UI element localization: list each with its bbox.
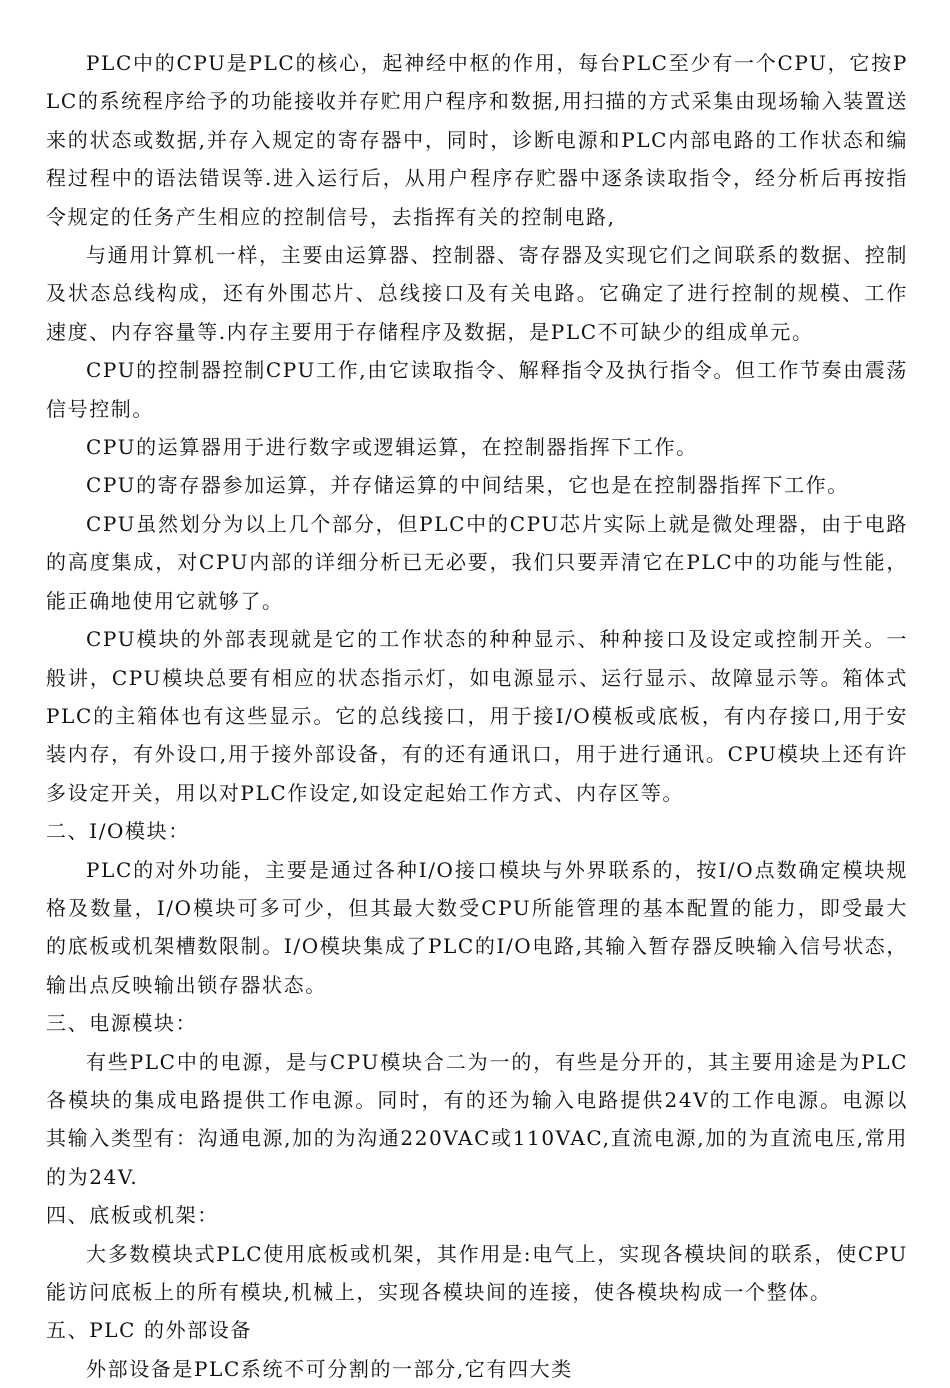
paragraph-cpu-microprocessor: CPU虽然划分为以上几个部分，但PLC中的CPU芯片实际上就是微处理器，由于电路的高度集成，对CPU内部的详细分析已无必要，我们只要弄清它在PLC中的功能与性能，能正确地使用它就够了。 — [46, 511, 908, 613]
paragraph-cpu-register: CPU的寄存器参加运算，并存储运算的中间结果，它也是在控制器指挥下工作。 — [86, 473, 849, 498]
paragraph-backplane: 大多数模块式PLC使用底板或机架，其作用是:电气上，实现各模块间的联系，使CPU能访问底板上的所有模块,机械上，实现各模块间的连接，使各模块构成一个整体。 — [46, 1241, 908, 1304]
heading-external-devices: 五、PLC 的外部设备 — [46, 1318, 252, 1343]
paragraph-cpu-structure: 与通用计算机一样，主要由运算器、控制器、寄存器及实现它们之间联系的数据、控制及状态总线构成，还有外围芯片、总线接口及有关电路。它确定了进行控制的规模、工作速度、内存容量等.内存主要用于存储程序及数据，是PLC不可缺少的组成单元。 — [46, 243, 908, 344]
paragraph-external-devices: 外部设备是PLC系统不可分割的一部分,它有四大类 — [86, 1356, 573, 1381]
paragraph-cpu-module-external: CPU模块的外部表现就是它的工作状态的种种显示、种种接口及设定或控制开关。一般讲，CPU模块总要有相应的状态指示灯，如电源显示、运行显示、故障显示等。箱体式PLC的主箱体也有这些显示。它的总线接口，用于接I/O模板或底板，有内存接口,用于安装内存，有外设口,用于接外部设备，有的还有通讯口，用于进行通讯。CPU模块上还有许多设定开关，用以对PLC作设定,如设定起始工作方式、内存区等。 — [46, 627, 908, 805]
paragraph-io-module: PLC的对外功能，主要是通过各种I/O接口模块与外界联系的，按I/O点数确定模块规格及数量，I/O模块可多可少，但其最大数受CPU所能管理的基本配置的能力，即受最大的底板或机架槽数限制。I/O模块集成了PLC的I/O电路,其输入暂存器反映输入信号状态，输出点反映输出锁存器状态。 — [46, 857, 908, 997]
heading-power-module: 三、电源模块： — [46, 1011, 198, 1036]
heading-io-module: 二、I/O模块： — [46, 819, 190, 844]
heading-backplane: 四、底板或机架： — [46, 1203, 219, 1228]
paragraph-cpu-controller: CPU的控制器控制CPU工作,由它读取指令、解释指令及执行指令。但工作节奏由震荡信号控制。 — [46, 358, 908, 421]
document-page — [46, 44, 908, 1388]
paragraph-cpu-core: PLC中的CPU是PLC的核心，起神经中枢的作用，每台PLC至少有一个CPU，它按PLC的系统程序给予的功能接收并存贮用户程序和数据,用扫描的方式采集由现场输入装置送来的状态或数据,并存入规定的寄存器中，同时，诊断电源和PLC内部电路的工作状态和编程过程中的语法错误等.进入运行后，从用户程序存贮器中逐条读取指令，经分析后再按指令规定的任务产生相应的控制信号，去指挥有关的控制电路, — [46, 51, 908, 229]
paragraph-power-module: 有些PLC中的电源，是与CPU模块合二为一的，有些是分开的，其主要用途是为PLC各模块的集成电路提供工作电源。同时，有的还为输入电路提供24V的工作电源。电源以其输入类型有：沟通电源,加的为沟通220VAC或110VAC,直流电源,加的为直流电压,常用的为24V. — [46, 1049, 908, 1189]
paragraph-cpu-alu: CPU的运算器用于进行数字或逻辑运算，在控制器指挥下工作。 — [86, 435, 698, 460]
